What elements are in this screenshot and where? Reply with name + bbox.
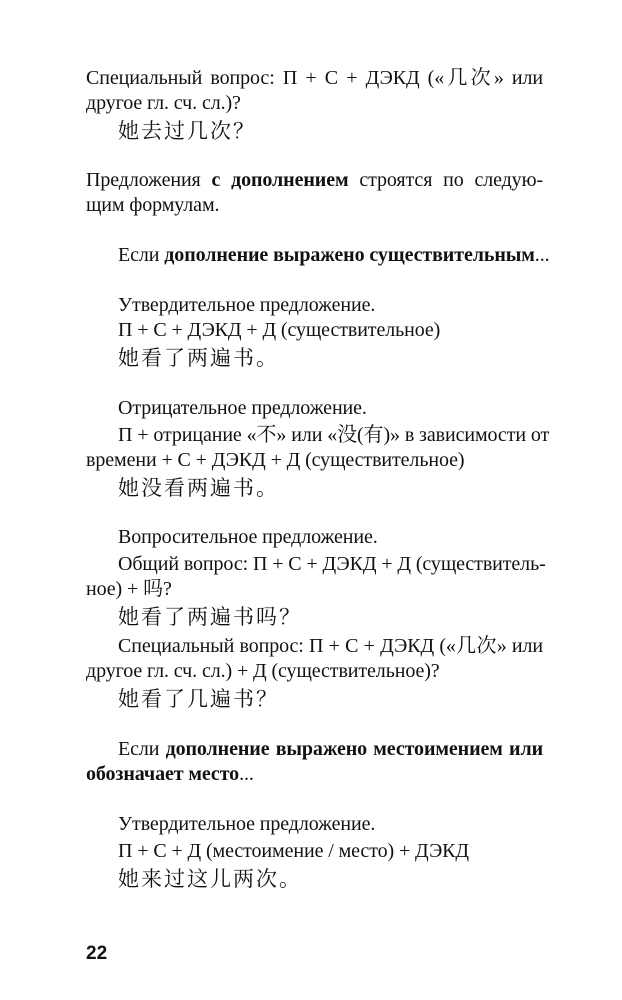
text-line: Предложения с дополнением строятся по следую-	[86, 169, 543, 191]
text-line: Утвердительное предложение.	[118, 813, 376, 835]
text-line: Специальный вопрос: П + С + ДЭКД («几次» или	[86, 67, 543, 89]
formula-line: П + С + ДЭКД + Д (существительное)	[118, 319, 441, 341]
chinese-example: 她没看两遍书。	[118, 476, 279, 500]
chinese-example: 她看了两遍书吗？	[118, 605, 302, 629]
chinese-example: 她看了几遍书？	[118, 687, 279, 711]
section-heading: Если дополнение выражено существительным...	[118, 244, 550, 266]
text-line: другое гл. сч. сл.)?	[86, 92, 241, 114]
section-heading: обозначает место...	[86, 763, 254, 785]
section-heading: Если дополнение выражено местоимением или	[118, 738, 543, 760]
formula-line: времени + С + ДЭКД + Д (существительное)	[86, 449, 465, 471]
page-number: 22	[86, 943, 108, 964]
text-line: щим формулам.	[86, 194, 220, 216]
chinese-example: 她来过这儿两次。	[118, 867, 302, 891]
text-line: Отрицательное предложение.	[118, 397, 367, 419]
chinese-example: 她去过几次？	[118, 119, 256, 143]
formula-line: ное) + 吗?	[86, 578, 172, 600]
formula-line: Общий вопрос: П + С + ДЭКД + Д (существитель-	[118, 553, 546, 575]
formula-line: другое гл. сч. сл.) + Д (существительное)?	[86, 660, 440, 682]
text-line: Вопросительное предложение.	[118, 526, 378, 548]
formula-line: Специальный вопрос: П + С + ДЭКД («几次» или	[118, 635, 543, 657]
formula-line: П + отрицание «不» или «没(有)» в зависимости от	[118, 424, 550, 446]
formula-line: П + С + Д (местоимение / место) + ДЭКД	[118, 840, 469, 862]
text-line: Утвердительное предложение.	[118, 294, 376, 316]
chinese-example: 她看了两遍书。	[118, 346, 279, 370]
